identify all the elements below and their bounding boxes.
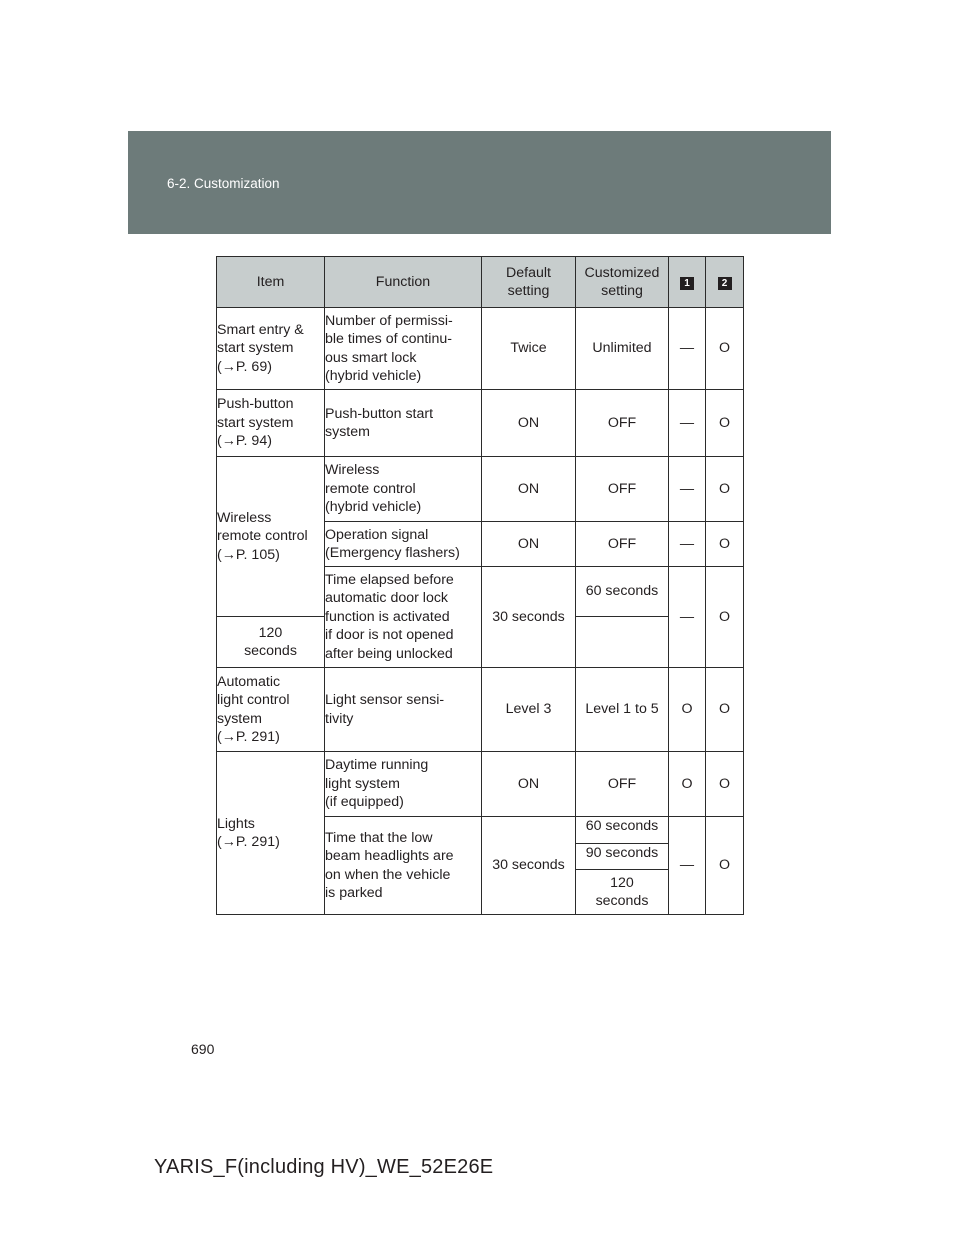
table-row: [217, 457, 744, 522]
cell-customized: Level 1 to 5: [576, 668, 669, 752]
cell-function: Time that the low beam headlights are on when the vehicle is parked: [325, 817, 482, 915]
cell-customized: 60 seconds: [576, 817, 669, 844]
cell-customized: OFF: [576, 390, 669, 457]
cell-mark-2: O: [706, 308, 744, 390]
cell-customized: OFF: [576, 752, 669, 817]
section-header-bar: [128, 131, 831, 234]
cell-mark-1: —: [669, 817, 706, 915]
table-header-row: [217, 257, 744, 308]
cell-mark-2: O: [706, 457, 744, 522]
cell-mark-1: O: [669, 668, 706, 752]
cell-mark-2: O: [706, 752, 744, 817]
cell-customized: OFF: [576, 457, 669, 522]
header-col-2: [706, 257, 744, 308]
number-1-icon: 1: [680, 277, 694, 290]
cell-default: Twice: [482, 308, 576, 390]
cell-item: Smart entry & start system (→P. 69): [217, 308, 325, 390]
cell-function: Number of permissi- ble times of continu- ous smart lock (hybrid vehicle): [325, 308, 482, 390]
cell-mark-1: —: [669, 522, 706, 567]
cell-function: Push-button start system: [325, 390, 482, 457]
cell-customized: 60 seconds: [576, 567, 669, 617]
header-default-setting: Default setting: [482, 257, 576, 308]
header-customized-setting: Customized setting: [576, 257, 669, 308]
cell-default: 30 seconds: [482, 817, 576, 915]
section-title: 6-2. Customization: [167, 176, 280, 191]
page-number: 690: [191, 1041, 215, 1057]
cell-default: 30 seconds: [482, 567, 576, 668]
cell-item: Automatic light control system (→P. 291): [217, 668, 325, 752]
cell-default: Level 3: [482, 668, 576, 752]
cell-customized: 120 seconds: [576, 870, 669, 915]
cell-customized: OFF: [576, 522, 669, 567]
cell-function: Operation signal (Emergency flashers): [325, 522, 482, 567]
cell-default: ON: [482, 752, 576, 817]
table-row: [217, 668, 744, 752]
cell-default: ON: [482, 457, 576, 522]
cell-item: Push-button start system (→P. 94): [217, 390, 325, 457]
cell-function: Time elapsed before automatic door lock function is activated if door is not opened after being unlocked: [325, 567, 482, 668]
header-col-1: [669, 257, 706, 308]
cell-mark-1: —: [669, 567, 706, 668]
cell-mark-2: O: [706, 522, 744, 567]
cell-function: Light sensor sensi- tivity: [325, 668, 482, 752]
table-row: [217, 752, 744, 817]
document-code: YARIS_F(including HV)_WE_52E26E: [154, 1156, 494, 1178]
header-function: Function: [325, 257, 482, 308]
cell-default: ON: [482, 390, 576, 457]
cell-mark-2: O: [706, 668, 744, 752]
customization-table: [216, 256, 744, 915]
cell-item: Wireless remote control (→P. 105): [217, 457, 325, 617]
cell-mark-1: O: [669, 752, 706, 817]
table-row: [217, 308, 744, 390]
cell-function: Daytime running light system (if equipped): [325, 752, 482, 817]
cell-mark-2: O: [706, 567, 744, 668]
cell-customized: 90 seconds: [576, 844, 669, 870]
cell-mark-2: O: [706, 390, 744, 457]
cell-mark-2: O: [706, 817, 744, 915]
cell-function: Wireless remote control (hybrid vehicle): [325, 457, 482, 522]
table-row: [217, 390, 744, 457]
cell-customized: 120 seconds: [217, 617, 325, 668]
cell-customized: Unlimited: [576, 308, 669, 390]
cell-mark-1: —: [669, 457, 706, 522]
header-item: Item: [217, 257, 325, 308]
number-2-icon: 2: [718, 277, 732, 290]
cell-default: ON: [482, 522, 576, 567]
cell-mark-1: —: [669, 308, 706, 390]
cell-mark-1: —: [669, 390, 706, 457]
cell-item: Lights (→P. 291): [217, 752, 325, 915]
